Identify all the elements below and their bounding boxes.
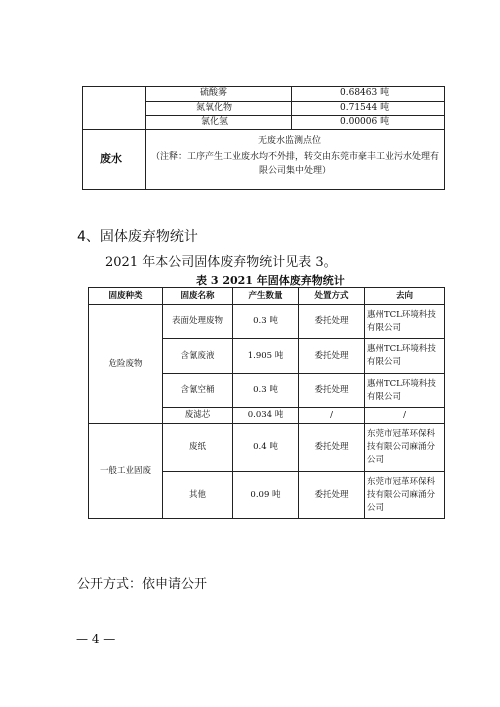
waste-method: 委托处理 (299, 339, 365, 374)
header-name: 固废名称 (163, 288, 233, 305)
waste-qty: 0.09 吨 (233, 472, 299, 519)
waste-qty: 0.3 吨 (233, 374, 299, 408)
pollutant-value: 0.71544 吨 (340, 103, 390, 113)
waste-method: 委托处理 (299, 305, 365, 339)
disclosure-method: 公开方式：依申请公开 (77, 577, 208, 592)
waste-qty: 0.3 吨 (233, 305, 299, 339)
waste-destination: / (365, 408, 445, 424)
section-heading: 4、固体废弃物统计 (77, 229, 198, 245)
section-intro: 2021 年本公司固体废弃物统计见表 3。 (105, 255, 337, 270)
waste-method: / (299, 408, 365, 424)
waste-name: 废滤芯 (163, 408, 233, 424)
waste-destination: 惠州TCL环境科技有限公司 (365, 305, 445, 339)
wastewater-line1: 无废水监测点位 (258, 136, 322, 146)
solid-waste-table (88, 287, 445, 519)
header-destination: 去向 (365, 288, 445, 305)
pollutant-value: 0.00006 吨 (340, 117, 390, 127)
waste-destination: 惠州TCL环境科技有限公司 (365, 339, 445, 374)
pollutant-name: 氮氧化物 (196, 103, 233, 113)
waste-qty: 0.034 吨 (233, 408, 299, 424)
waste-method: 委托处理 (299, 424, 365, 472)
wastewater-label: 废水 (100, 152, 122, 165)
waste-method: 委托处理 (299, 472, 365, 519)
waste-destination: 惠州TCL环境科技有限公司 (365, 374, 445, 408)
pollutant-name: 硫酸雾 (200, 88, 228, 98)
wastewater-note: （注释：工序产生工业废水均不外排，转交由东莞市豪丰工业污水处理有限公司集中处理） (150, 152, 439, 176)
waste-name: 其他 (163, 472, 233, 519)
header-category: 固废种类 (89, 288, 163, 305)
table-title: 表 3 2021 年固体废弃物统计 (196, 274, 345, 287)
header-quantity: 产生数量 (233, 288, 299, 305)
category-hazardous: 危险废物 (89, 305, 163, 424)
waste-name: 含氰空桶 (163, 374, 233, 408)
waste-method: 委托处理 (299, 374, 365, 408)
waste-name: 废纸 (163, 424, 233, 472)
category-general: 一般工业固废 (89, 424, 163, 519)
waste-qty: 1.905 吨 (233, 339, 299, 374)
waste-name: 表面处理废物 (163, 305, 233, 339)
header-method: 处置方式 (299, 288, 365, 305)
waste-destination: 东莞市冠革环保科技有限公司麻涌分公司 (365, 472, 445, 519)
pollutant-value: 0.68463 吨 (340, 88, 390, 98)
waste-destination: 东莞市冠革环保科技有限公司麻涌分公司 (365, 424, 445, 472)
page-number: — 4 — (76, 632, 116, 646)
waste-name: 含氰废液 (163, 339, 233, 374)
waste-qty: 0.4 吨 (233, 424, 299, 472)
pollutant-name: 氯化氢 (201, 117, 229, 127)
